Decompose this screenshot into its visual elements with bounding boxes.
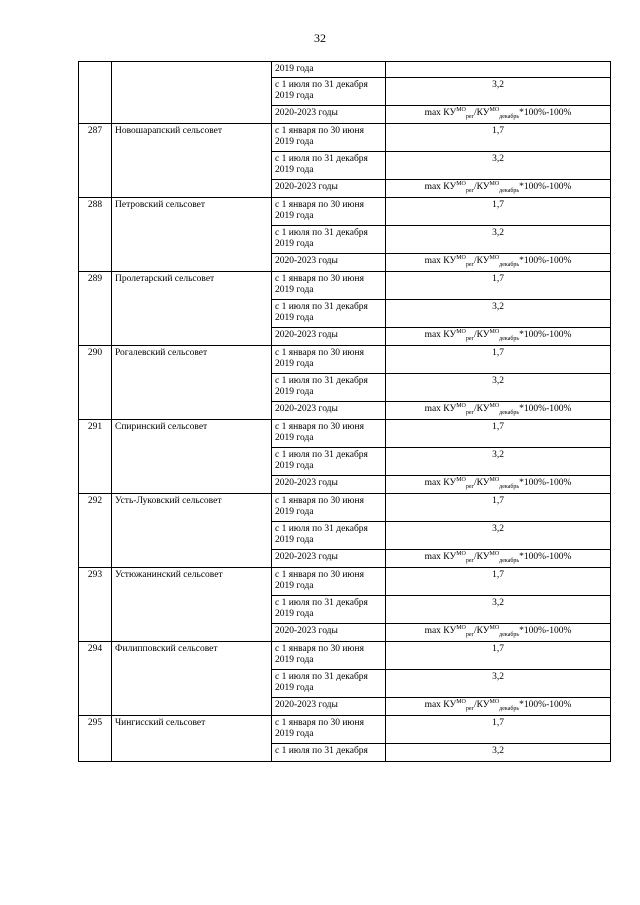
formula-sup: МО [489, 254, 500, 261]
formula-sub: декабрь [499, 409, 520, 416]
formula-sup: МО [456, 328, 466, 335]
period-cell: 2020-2023 годы [272, 254, 386, 272]
value-cell: 1,7 [386, 420, 611, 448]
formula-sub: рег [465, 557, 474, 564]
page-number: 32 [314, 31, 326, 45]
formula-sup: МО [456, 254, 466, 261]
formula-sup: МО [456, 624, 466, 631]
period-cell: 2019 года [272, 62, 386, 78]
period-cell: с 1 июля по 31 декабря 2019 года [272, 670, 386, 698]
formula-sub: декабрь [499, 335, 520, 342]
formula-cell [386, 698, 611, 716]
table-row [79, 642, 611, 670]
formula-cell [386, 476, 611, 494]
formula-prefix: max КУ [424, 256, 457, 266]
formula-suffix: *100%-100% [519, 552, 572, 562]
formula-prefix: max КУ [424, 478, 457, 488]
row-number-cell [79, 62, 112, 124]
formula-prefix: max КУ [424, 108, 457, 118]
row-number-cell: 291 [79, 420, 112, 494]
formula-sup: МО [456, 550, 466, 557]
period-cell: с 1 июля по 31 декабря 2019 года [272, 448, 386, 476]
value-cell: 1,7 [386, 198, 611, 226]
formula-slash: /КУ [473, 404, 490, 414]
value-cell: 1,7 [386, 494, 611, 522]
row-number-cell: 294 [79, 642, 112, 716]
period-cell: с 1 июля по 31 декабря 2019 года [272, 226, 386, 254]
value-cell: 1,7 [386, 568, 611, 596]
municipality-name-cell: Петровский сельсовет [112, 198, 272, 272]
formula-slash: /КУ [473, 478, 490, 488]
formula-suffix: *100%-100% [519, 330, 572, 340]
formula-suffix: *100%-100% [519, 404, 572, 414]
formula-sup: МО [489, 550, 500, 557]
municipality-name-cell [112, 62, 272, 124]
table-row [79, 716, 611, 744]
formula-sup: МО [456, 698, 466, 705]
formula-slash: /КУ [473, 108, 490, 118]
table-row [79, 272, 611, 300]
formula-cell [386, 106, 611, 124]
period-cell: 2020-2023 годы [272, 328, 386, 346]
period-cell: с 1 января по 30 июня 2019 года [272, 198, 386, 226]
period-cell: 2020-2023 годы [272, 476, 386, 494]
formula-sub: рег [465, 409, 474, 416]
table-row [79, 198, 611, 226]
period-cell: 2020-2023 годы [272, 624, 386, 642]
formula-sub: рег [465, 113, 474, 120]
formula-sup: МО [456, 180, 466, 187]
formula-suffix: *100%-100% [519, 256, 572, 266]
period-cell: с 1 января по 30 июня 2019 года [272, 494, 386, 522]
formula-prefix: max КУ [424, 626, 457, 636]
value-cell: 3,2 [386, 522, 611, 550]
value-cell: 3,2 [386, 300, 611, 328]
formula-prefix: max КУ [424, 404, 457, 414]
period-cell: с 1 июля по 31 декабря 2019 года [272, 374, 386, 402]
formula-sub: рег [465, 187, 474, 194]
formula-sup: МО [489, 476, 500, 483]
period-cell: с 1 июля по 31 декабря 2019 года [272, 78, 386, 106]
municipality-name-cell: Чингисский сельсовет [112, 716, 272, 762]
formula-sub: рег [465, 705, 474, 712]
formula-sub: декабрь [499, 557, 520, 564]
value-cell: 1,7 [386, 642, 611, 670]
value-cell: 1,7 [386, 716, 611, 744]
formula-suffix: *100%-100% [519, 182, 572, 192]
formula-slash: /КУ [473, 182, 490, 192]
table-row [79, 494, 611, 522]
period-cell: с 1 июля по 31 декабря 2019 года [272, 300, 386, 328]
row-number-cell: 287 [79, 124, 112, 198]
row-number-cell: 289 [79, 272, 112, 346]
row-number-cell: 293 [79, 568, 112, 642]
formula-sub: рег [465, 483, 474, 490]
period-cell: с 1 января по 30 июня 2019 года [272, 716, 386, 744]
formula-suffix: *100%-100% [519, 478, 572, 488]
formula-sub: декабрь [499, 187, 520, 194]
value-cell: 3,2 [386, 152, 611, 180]
municipality-name-cell: Усть-Луковский сельсовет [112, 494, 272, 568]
value-cell: 3,2 [386, 226, 611, 254]
formula-sup: МО [489, 328, 500, 335]
period-cell: 2020-2023 годы [272, 402, 386, 420]
formula-sup: МО [456, 106, 466, 113]
period-cell: с 1 июля по 31 декабря 2019 года [272, 522, 386, 550]
formula-sub: рег [465, 261, 474, 268]
municipality-name-cell: Устюжанинский сельсовет [112, 568, 272, 642]
formula-sup: МО [456, 476, 466, 483]
formula-slash: /КУ [473, 330, 490, 340]
value-cell: 3,2 [386, 374, 611, 402]
formula-cell [386, 550, 611, 568]
period-cell: с 1 января по 30 июня 2019 года [272, 568, 386, 596]
municipality-name-cell: Рогалевский сельсовет [112, 346, 272, 420]
municipality-name-cell: Пролетарский сельсовет [112, 272, 272, 346]
formula-prefix: max КУ [424, 700, 457, 710]
period-cell: с 1 января по 30 июня 2019 года [272, 346, 386, 374]
formula-sub: рег [465, 335, 474, 342]
formula-prefix: max КУ [424, 182, 457, 192]
period-cell: с 1 июля по 31 декабря 2019 года [272, 152, 386, 180]
formula-sup: МО [456, 402, 466, 409]
period-cell: с 1 июля по 31 декабря [272, 744, 386, 762]
period-cell: 2020-2023 годы [272, 180, 386, 198]
value-cell: 1,7 [386, 272, 611, 300]
formula-sub: декабрь [499, 705, 520, 712]
value-cell: 3,2 [386, 78, 611, 106]
formula-sub: рег [465, 631, 474, 638]
row-number-cell: 288 [79, 198, 112, 272]
row-number-cell: 295 [79, 716, 112, 762]
formula-cell [386, 328, 611, 346]
period-cell: с 1 января по 30 июня 2019 года [272, 642, 386, 670]
period-cell: с 1 января по 30 июня 2019 года [272, 124, 386, 152]
period-cell: с 1 января по 30 июня 2019 года [272, 420, 386, 448]
municipality-name-cell: Филипповский сельсовет [112, 642, 272, 716]
period-cell: с 1 января по 30 июня 2019 года [272, 272, 386, 300]
formula-sup: МО [489, 180, 500, 187]
formula-cell [386, 254, 611, 272]
value-cell [386, 62, 611, 78]
table-row [79, 62, 611, 78]
row-number-cell: 290 [79, 346, 112, 420]
formula-sup: МО [489, 698, 500, 705]
formula-slash: /КУ [473, 626, 490, 636]
municipality-name-cell: Спиринский сельсовет [112, 420, 272, 494]
formula-cell [386, 402, 611, 420]
period-cell: 2020-2023 годы [272, 698, 386, 716]
period-cell: 2020-2023 годы [272, 550, 386, 568]
formula-suffix: *100%-100% [519, 108, 572, 118]
formula-prefix: max КУ [424, 552, 457, 562]
table-row [79, 420, 611, 448]
formula-cell [386, 180, 611, 198]
value-cell: 3,2 [386, 744, 611, 762]
table-row [79, 568, 611, 596]
value-cell: 3,2 [386, 448, 611, 476]
formula-sub: декабрь [499, 483, 520, 490]
formula-slash: /КУ [473, 256, 490, 266]
municipality-name-cell: Новошарапский сельсовет [112, 124, 272, 198]
formula-sup: МО [489, 106, 500, 113]
value-cell: 1,7 [386, 124, 611, 152]
coefficient-table [78, 61, 611, 762]
formula-cell [386, 624, 611, 642]
value-cell: 3,2 [386, 670, 611, 698]
formula-sub: декабрь [499, 261, 520, 268]
value-cell: 1,7 [386, 346, 611, 374]
formula-sub: декабрь [499, 631, 520, 638]
formula-sup: МО [489, 624, 500, 631]
formula-suffix: *100%-100% [519, 626, 572, 636]
value-cell: 3,2 [386, 596, 611, 624]
formula-prefix: max КУ [424, 330, 457, 340]
table-body [79, 62, 611, 762]
period-cell: с 1 июля по 31 декабря 2019 года [272, 596, 386, 624]
table-row [79, 124, 611, 152]
formula-sup: МО [489, 402, 500, 409]
formula-slash: /КУ [473, 700, 490, 710]
formula-sub: декабрь [499, 113, 520, 120]
table-row [79, 346, 611, 374]
row-number-cell: 292 [79, 494, 112, 568]
period-cell: 2020-2023 годы [272, 106, 386, 124]
formula-suffix: *100%-100% [519, 700, 572, 710]
formula-slash: /КУ [473, 552, 490, 562]
